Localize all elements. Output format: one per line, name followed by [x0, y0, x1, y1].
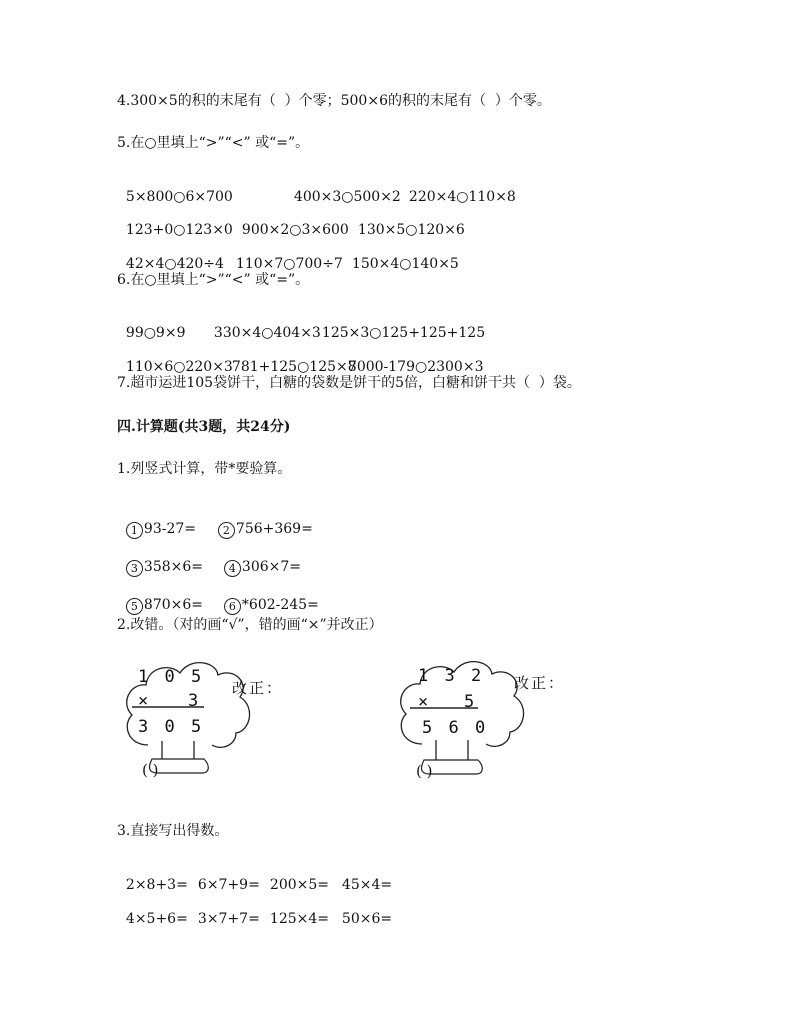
q6-item: 330×4○404×3 [213, 325, 321, 341]
multiplier: 5 [464, 692, 478, 712]
calc-3-title: 3.直接写出得数。 [117, 823, 229, 839]
oral-item: 50×6= [341, 911, 393, 927]
correction-label: 改正： [514, 674, 566, 692]
multiply-sign: × [418, 692, 432, 712]
multiplicand: 1 0 5 [138, 667, 205, 687]
q6-item: 7000-179○2300×3 [347, 359, 484, 375]
oral-item: 4×5+6= [125, 911, 188, 927]
q5-item: 42×4○420÷4 [125, 256, 224, 272]
calc-1-title: 1.列竖式计算，带*要验算。 [117, 461, 292, 477]
question-4: 4.300×5的积的末尾有（ ）个零；500×6的积的末尾有（ ）个零。 [117, 93, 551, 109]
q6-row-2 [117, 340, 483, 376]
multiplicand: 1 3 2 [418, 666, 485, 686]
calc-expression: 93-27= [143, 521, 196, 537]
q5-row-1 [117, 170, 516, 206]
q5-item: 123+0○123×0 [125, 222, 233, 238]
q5-item: 150×4○140×5 [351, 256, 459, 272]
q6-row-1 [117, 306, 485, 342]
calc-1-row [117, 578, 319, 615]
circled-number: 3 [126, 560, 143, 577]
calc-expression: 306×7= [241, 559, 301, 575]
q6-item: 781+125○125×8 [231, 359, 357, 375]
circled-number: 6 [224, 598, 241, 615]
oral-item: 45×4= [341, 877, 393, 893]
calc-item [126, 558, 224, 577]
calc-2-title: 2.改错。（对的画“√”，错的画“×”并改正） [117, 617, 383, 633]
c3-row-1 [117, 858, 392, 894]
oral-item: 125×4= [269, 911, 329, 927]
question-5-title: 5.在○里填上“>”“<” 或“=”。 [117, 135, 310, 151]
circled-number: 4 [224, 560, 241, 577]
product: 3 0 5 [138, 717, 205, 737]
q5-row-2 [117, 203, 465, 239]
q5-item: 400×3○500×2 [293, 189, 401, 205]
q6-item: 110×6○220×3 [125, 359, 233, 375]
q5-item: 130×5○120×6 [357, 222, 465, 238]
section-heading: 四.计算题(共3题，共24分) [117, 419, 291, 435]
calc-expression: 756+369= [235, 521, 313, 537]
calc-expression: *602-245= [241, 597, 319, 613]
calc-item [126, 520, 218, 539]
q6-item: 99○9×9 [125, 325, 186, 341]
tree-figure-2 [394, 652, 584, 786]
q6-item: 125×3○125+125+125 [321, 325, 486, 341]
multiply-sign: × [138, 691, 152, 711]
circled-number: 1 [126, 522, 143, 539]
q5-item: 110×7○700÷7 [235, 256, 343, 272]
calc-1-row [117, 502, 313, 539]
q5-item: 5×800○6×700 [125, 189, 233, 205]
calc-expression: 870×6= [143, 597, 203, 613]
circled-number: 5 [126, 598, 143, 615]
question-6-title: 6.在○里填上“>”“<” 或“=”。 [117, 272, 310, 288]
calc-item [224, 558, 301, 577]
calc-item [218, 520, 313, 539]
correction-label: 改正： [232, 679, 284, 697]
calc-item [224, 596, 319, 615]
oral-item: 2×8+3= [125, 877, 188, 893]
answer-parentheses: ( ) [142, 761, 159, 779]
calc-1-row [117, 540, 301, 577]
oral-item: 6×7+9= [197, 877, 260, 893]
tree-figure-1 [118, 655, 298, 785]
calc-expression: 358×6= [143, 559, 203, 575]
c3-row-2 [117, 892, 392, 928]
q5-row-3 [117, 237, 459, 273]
q5-item: 220×4○110×8 [408, 189, 516, 205]
answer-parentheses: ( ) [416, 762, 433, 780]
calc-item [126, 596, 224, 615]
multiplier: 3 [188, 691, 202, 711]
question-7: 7.超市运进105袋饼干，白糖的袋数是饼干的5倍，白糖和饼干共（ ）袋。 [117, 375, 581, 391]
circled-number: 2 [218, 522, 235, 539]
oral-item: 3×7+7= [197, 911, 260, 927]
product: 5 6 0 [422, 718, 489, 738]
q5-item: 900×2○3×600 [241, 222, 349, 238]
oral-item: 200×5= [269, 877, 329, 893]
